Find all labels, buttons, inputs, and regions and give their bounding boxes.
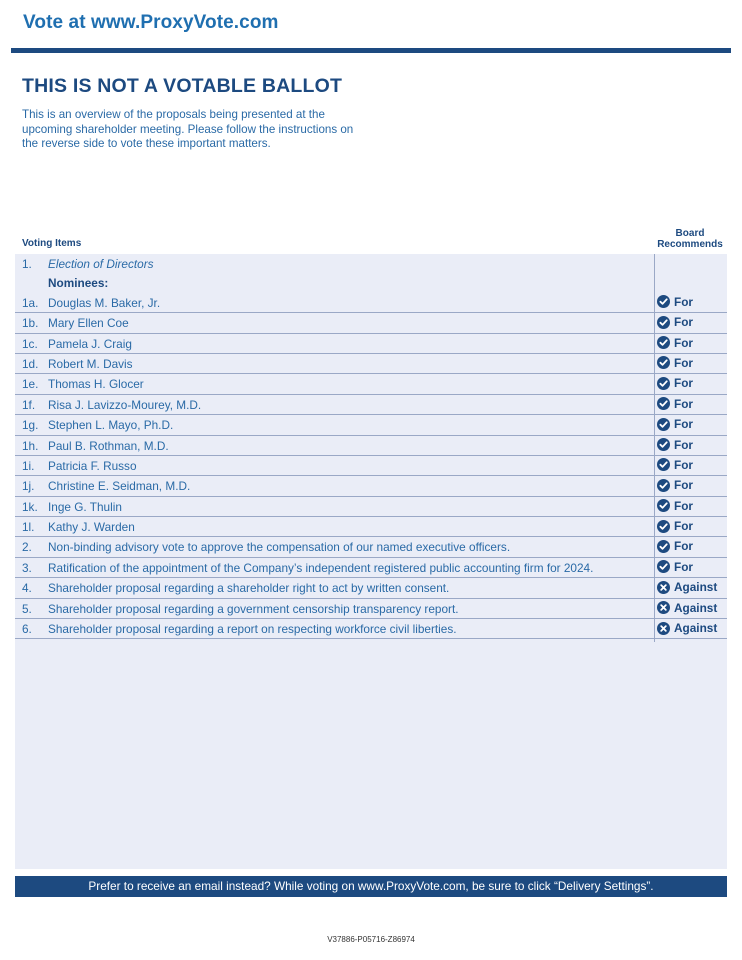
table-row bbox=[15, 517, 727, 537]
item-number: 1k. bbox=[22, 499, 38, 514]
recommendation-label: For bbox=[674, 294, 694, 309]
item-text: Mary Ellen Coe bbox=[48, 316, 129, 331]
item-number: 1h. bbox=[22, 438, 39, 453]
item-number: 6. bbox=[22, 622, 32, 637]
check-circle-icon bbox=[657, 377, 670, 390]
check-circle-icon bbox=[657, 295, 670, 308]
table-row bbox=[15, 537, 727, 557]
check-circle-icon bbox=[657, 499, 670, 512]
table-row bbox=[15, 619, 727, 639]
recommendation-label: For bbox=[674, 417, 694, 432]
board-recommendation bbox=[657, 336, 693, 350]
item-text: Paul B. Rothman, M.D. bbox=[48, 438, 169, 453]
item-text: Shareholder proposal regarding a shareholder right to act by written consent. bbox=[48, 581, 450, 596]
board-recommendation bbox=[657, 458, 693, 472]
x-circle-icon bbox=[657, 581, 670, 594]
check-circle-icon bbox=[657, 356, 670, 369]
item-number: 1a. bbox=[22, 295, 39, 310]
item-number: 2. bbox=[22, 540, 32, 555]
item-text: Kathy J. Warden bbox=[48, 520, 135, 535]
check-circle-icon bbox=[657, 438, 670, 451]
board-recommendation bbox=[657, 601, 717, 615]
intro-text: This is an overview of the proposals being presented at the upcoming shareholder meeting. Please follow the instructions on the reverse side to vote these important matters. bbox=[22, 108, 354, 150]
proxyvote-link[interactable]: Vote at www.ProxyVote.com bbox=[23, 12, 279, 33]
item-number: 1j. bbox=[22, 479, 35, 494]
table-row bbox=[15, 415, 727, 435]
board-recommendation bbox=[657, 560, 693, 574]
item-number: 1. bbox=[22, 257, 32, 271]
check-circle-icon bbox=[657, 540, 670, 553]
voting-items-header: Voting Items bbox=[22, 238, 82, 249]
table-row bbox=[15, 476, 727, 496]
recommendation-label: For bbox=[674, 519, 694, 534]
table-row bbox=[15, 456, 727, 476]
recommendation-label: For bbox=[674, 559, 694, 574]
item-text: Non-binding advisory vote to approve the compensation of our named executive officers. bbox=[48, 540, 511, 555]
item-text: Risa J. Lavizzo-Mourey, M.D. bbox=[48, 397, 202, 412]
item-number: 1g. bbox=[22, 418, 39, 433]
item-number: 1i. bbox=[22, 458, 35, 473]
check-circle-icon bbox=[657, 418, 670, 431]
table-row bbox=[15, 436, 727, 456]
check-circle-icon bbox=[657, 479, 670, 492]
table-row bbox=[15, 578, 727, 598]
check-circle-icon bbox=[657, 336, 670, 349]
recommendation-label: For bbox=[674, 498, 694, 513]
check-circle-icon bbox=[657, 560, 670, 573]
control-code: V37886-P05716-Z86974 bbox=[327, 935, 415, 944]
item-text: Christine E. Seidman, M.D. bbox=[48, 479, 191, 494]
item-text: Pamela J. Craig bbox=[48, 336, 132, 351]
recommendation-label: For bbox=[674, 457, 694, 472]
board-recommendation bbox=[657, 397, 693, 411]
item-text: Ratification of the appointment of the Company’s independent registered public accounting firm for 2024. bbox=[48, 560, 594, 575]
item-number: 1c. bbox=[22, 336, 38, 351]
board-recommendation bbox=[657, 356, 693, 370]
board-recommendation bbox=[657, 417, 693, 431]
board-recommendation bbox=[657, 499, 693, 513]
recommendation-label: For bbox=[674, 396, 694, 411]
item-number: 1b. bbox=[22, 316, 39, 331]
recommendation-label: For bbox=[674, 539, 694, 554]
recommendation-label: For bbox=[674, 376, 694, 391]
table-row bbox=[15, 293, 727, 313]
table-row bbox=[15, 254, 727, 273]
item-text: Shareholder proposal regarding a government censorship transparency report. bbox=[48, 601, 459, 616]
item-number: 5. bbox=[22, 601, 32, 616]
item-text: Patricia F. Russo bbox=[48, 458, 137, 473]
recommendation-label: For bbox=[674, 478, 694, 493]
x-circle-icon bbox=[657, 622, 670, 635]
item-text: Inge G. Thulin bbox=[48, 499, 122, 514]
check-circle-icon bbox=[657, 458, 670, 471]
board-recommendation bbox=[657, 478, 693, 492]
board-recommendation bbox=[657, 315, 693, 329]
table-row bbox=[15, 497, 727, 517]
item-number: 4. bbox=[22, 581, 32, 596]
table-row bbox=[15, 395, 727, 415]
table-row bbox=[15, 334, 727, 354]
check-circle-icon bbox=[657, 397, 670, 410]
recommendation-label: For bbox=[674, 315, 694, 330]
check-circle-icon bbox=[657, 520, 670, 533]
table-row bbox=[15, 558, 727, 578]
item-text: Thomas H. Glocer bbox=[48, 377, 144, 392]
table-row bbox=[15, 273, 727, 292]
board-recommendation bbox=[657, 295, 693, 309]
header-rule bbox=[11, 48, 731, 53]
voting-items-table bbox=[15, 254, 727, 639]
table-row bbox=[15, 313, 727, 333]
recommendation-label: Against bbox=[674, 580, 718, 595]
item-text: Election of Directors bbox=[48, 257, 154, 271]
recommendation-label: For bbox=[674, 355, 694, 370]
item-text: Robert M. Davis bbox=[48, 356, 133, 371]
recommendation-label: For bbox=[674, 437, 694, 452]
board-recommendation bbox=[657, 438, 693, 452]
item-text: Stephen L. Mayo, Ph.D. bbox=[48, 418, 174, 433]
board-recommendation bbox=[657, 539, 693, 553]
table-row bbox=[15, 354, 727, 374]
item-number: 1l. bbox=[22, 520, 35, 535]
page-title: THIS IS NOT A VOTABLE BALLOT bbox=[22, 75, 343, 97]
item-text: Douglas M. Baker, Jr. bbox=[48, 295, 161, 310]
item-text: Nominees: bbox=[48, 276, 109, 291]
board-recommends-header: Board Recommends bbox=[657, 228, 723, 250]
item-number: 1f. bbox=[22, 397, 36, 412]
recommendation-label: For bbox=[674, 335, 694, 350]
table-row bbox=[15, 374, 727, 394]
item-number: 1d. bbox=[22, 356, 39, 371]
board-recommendation bbox=[657, 376, 693, 390]
board-recommendation bbox=[657, 621, 717, 635]
recommendation-label: Against bbox=[674, 600, 718, 615]
board-recommendation bbox=[657, 519, 693, 533]
recommendation-label: Against bbox=[674, 621, 718, 636]
item-text: Shareholder proposal regarding a report on respecting workforce civil liberties. bbox=[48, 622, 457, 637]
item-number: 1e. bbox=[22, 377, 39, 392]
check-circle-icon bbox=[657, 316, 670, 329]
item-number: 3. bbox=[22, 560, 32, 575]
table-row bbox=[15, 599, 727, 619]
x-circle-icon bbox=[657, 601, 670, 614]
board-recommendation bbox=[657, 580, 717, 594]
delivery-settings-banner: Prefer to receive an email instead? While voting on www.ProxyVote.com, be sure to click “Delivery Settings”. bbox=[15, 876, 727, 897]
